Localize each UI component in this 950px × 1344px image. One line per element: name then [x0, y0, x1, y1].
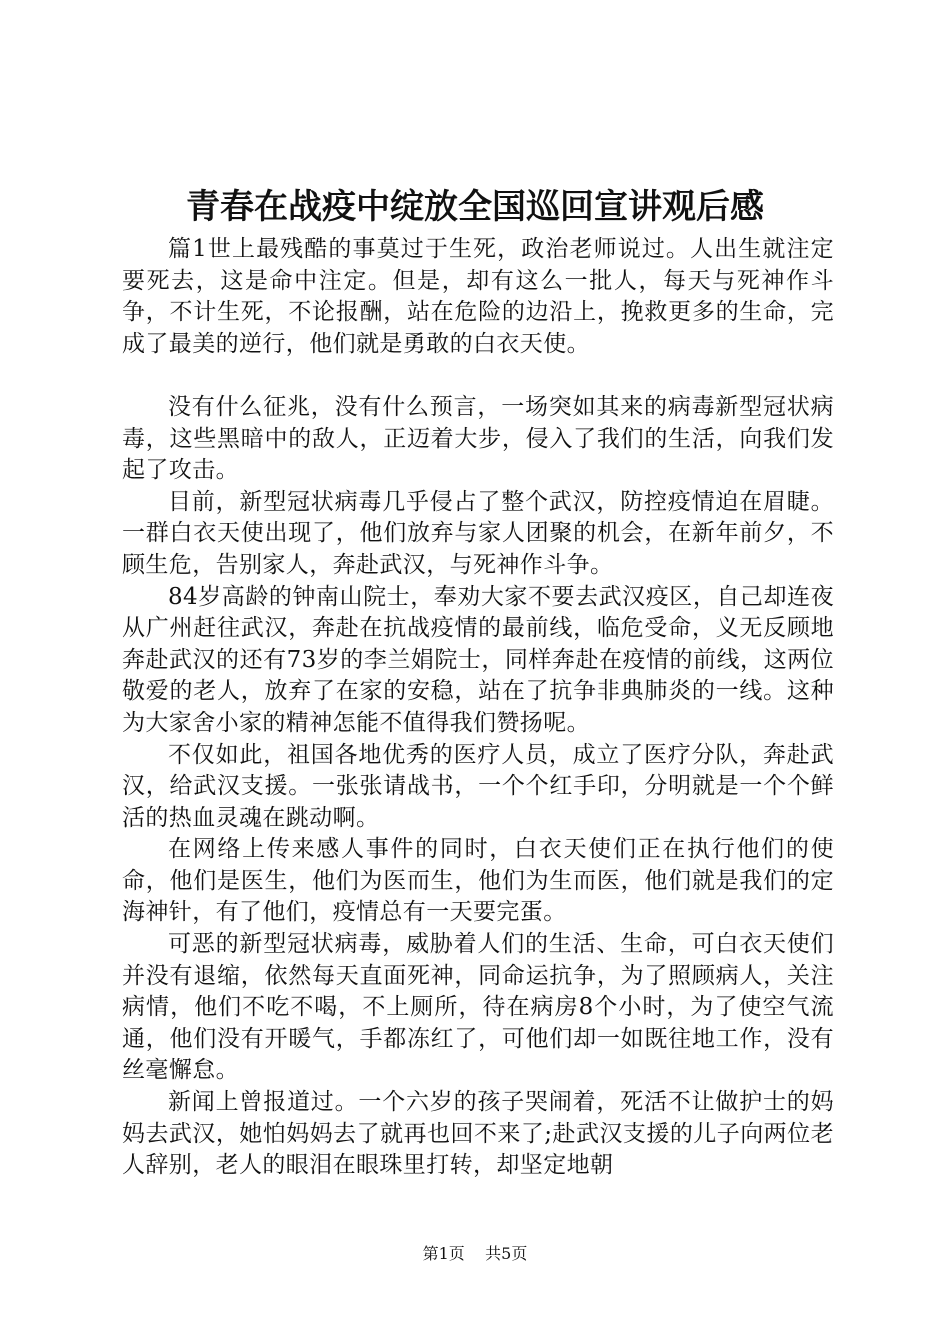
paragraph-6: 在网络上传来感人事件的同时，白衣天使们正在执行他们的使命，他们是医生，他们为医而生，他们为生而医，他们就是我们的定海神针，有了他们，疫情总有一天要完蛋。: [122, 836, 834, 926]
paragraph-7: 可恶的新型冠状病毒，威胁着人们的生活、生命，可白衣天使们并没有退缩，依然每天直面死神，同命运抗争，为了照顾病人，关注病情，他们不吃不喝，不上厕所，待在病房8个小时，为了使空气流通，他们没有开暖气，手都冻红了，可他们却一如既往地工作，没有丝毫懈怠。: [122, 931, 834, 1084]
paragraph-4: 84岁高龄的钟南山院士，奉劝大家不要去武汉疫区，自己却连夜从广州赶往武汉，奔赴在抗战疫情的最前线，临危受命，义无反顾地奔赴武汉的还有73岁的李兰娟院士，同样奔赴在疫情的前线，这两位敬爱的老人，放弃了在家的安稳，站在了抗争非典肺炎的一线。这种为大家舍小家的精神怎能不值得我们赞扬呢。: [122, 583, 834, 736]
document-title: 青春在战疫中绽放全国巡回宣讲观后感: [186, 187, 764, 227]
page-footer: [0, 1244, 950, 1264]
page-total: 共5页: [485, 1244, 528, 1263]
paragraph-5: 不仅如此，祖国各地优秀的医疗人员，成立了医疗分队，奔赴武汉，给武汉支援。一张张请战书，一个个红手印，分明就是一个个鲜活的热血灵魂在跳动啊。: [122, 741, 834, 831]
paragraph-3: 目前，新型冠状病毒几乎侵占了整个武汉，防控疫情迫在眉睫。一群白衣天使出现了，他们放弃与家人团聚的机会，在新年前夕，不顾生危，告别家人，奔赴武汉，与死神作斗争。: [122, 488, 834, 578]
paragraph-1: 篇1世上最残酷的事莫过于生死，政治老师说过。人出生就注定要死去，这是命中注定。但是，却有这么一批人，每天与死神作斗争，不计生死，不论报酬，站在危险的边沿上，挽救更多的生命，完成了最美的逆行，他们就是勇敢的白衣天使。: [122, 236, 834, 357]
page-spacer: [470, 1244, 480, 1263]
paragraph-2: 没有什么征兆，没有什么预言，一场突如其来的病毒新型冠状病毒，这些黑暗中的敌人，正迈着大步，侵入了我们的生活，向我们发起了攻击。: [122, 393, 834, 484]
page-number: 第1页: [422, 1244, 465, 1263]
paragraph-8: 新闻上曾报道过。一个六岁的孩子哭闹着，死活不让做护士的妈妈去武汉，她怕妈妈去了就再也回不来了;赴武汉支援的儿子向两位老人辞别，老人的眼泪在眼珠里打转，却坚定地朝: [122, 1089, 834, 1179]
document-body: [122, 234, 834, 1182]
